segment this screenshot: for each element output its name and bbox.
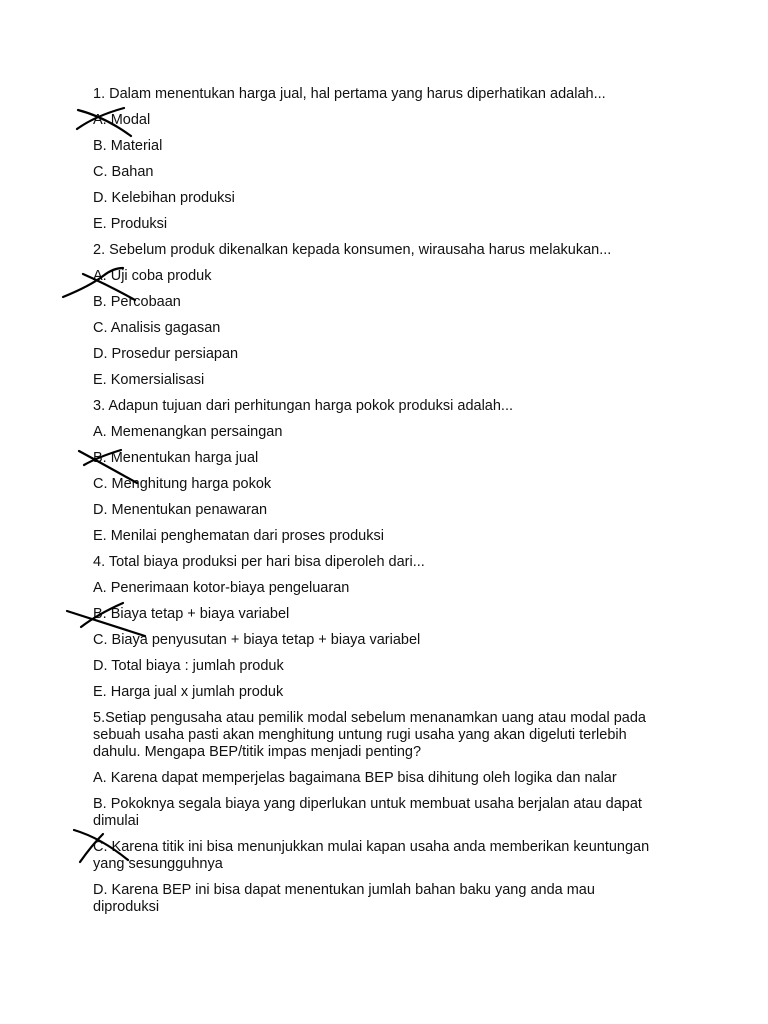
question-4-option-b: B. Biaya tetap + biaya variabel xyxy=(93,606,290,622)
question-3-option-b: B. Menentukan harga jual xyxy=(93,450,259,466)
question-3-option-c: C. Menghitung harga pokok xyxy=(93,476,272,492)
question-3-option-d: D. Menentukan penawaran xyxy=(93,502,268,518)
question-4-option-d: D. Total biaya : jumlah produk xyxy=(93,658,284,674)
question-2-text: 2. Sebelum produk dikenalkan kepada konsumen, wirausaha harus melakukan... xyxy=(93,242,612,258)
question-5-option-b: B. Pokoknya segala biaya yang diperlukan untuk membuat usaha berjalan atau dapat dimulai xyxy=(93,796,642,829)
question-5-option-d: D. Karena BEP ini bisa dapat menentukan jumlah bahan baku yang anda mau diproduksi xyxy=(93,882,595,915)
question-4-text: 4. Total biaya produksi per hari bisa diperoleh dari... xyxy=(93,554,425,570)
question-4-option-e: E. Harga jual x jumlah produk xyxy=(93,684,284,700)
question-5-text: 5.Setiap pengusaha atau pemilik modal sebelum menanamkan uang atau modal pada sebuah usaha pasti akan menghitung untung rugi usaha yang akan digeluti terlebih dahulu. Mengapa BEP/titik impas menjadi penting? xyxy=(93,710,646,760)
question-5-option-a: A. Karena dapat memperjelas bagaimana BEP bisa dihitung oleh logika dan nalar xyxy=(93,770,617,786)
question-4-option-a: A. Penerimaan kotor-biaya pengeluaran xyxy=(93,580,350,596)
question-1-option-d: D. Kelebihan produksi xyxy=(93,190,235,206)
question-2-option-a: A. Uji coba produk xyxy=(93,268,212,284)
question-2-option-d: D. Prosedur persiapan xyxy=(93,346,239,362)
question-1-option-e: E. Produksi xyxy=(93,216,168,232)
question-3-option-e: E. Menilai penghematan dari proses produksi xyxy=(93,528,384,544)
question-5-option-c: C. Karena titik ini bisa menunjukkan mulai kapan usaha anda memberikan keuntungan yang sesungguhnya xyxy=(93,839,650,872)
question-1-option-a: A. Modal xyxy=(93,112,151,128)
question-3-text: 3. Adapun tujuan dari perhitungan harga pokok produksi adalah... xyxy=(93,398,514,414)
question-2-option-b: B. Percobaan xyxy=(93,294,181,310)
question-1-option-c: C. Bahan xyxy=(93,164,154,180)
question-2-option-e: E. Komersialisasi xyxy=(93,372,205,388)
question-4-option-c: C. Biaya penyusutan + biaya tetap + biaya variabel xyxy=(93,632,421,648)
quiz-list xyxy=(93,86,663,925)
question-3-option-a: A. Memenangkan persaingan xyxy=(93,424,283,440)
question-2-option-c: C. Analisis gagasan xyxy=(93,320,221,336)
question-1-text: 1. Dalam menentukan harga jual, hal pertama yang harus diperhatikan adalah... xyxy=(93,86,606,102)
question-1-option-b: B. Material xyxy=(93,138,163,154)
